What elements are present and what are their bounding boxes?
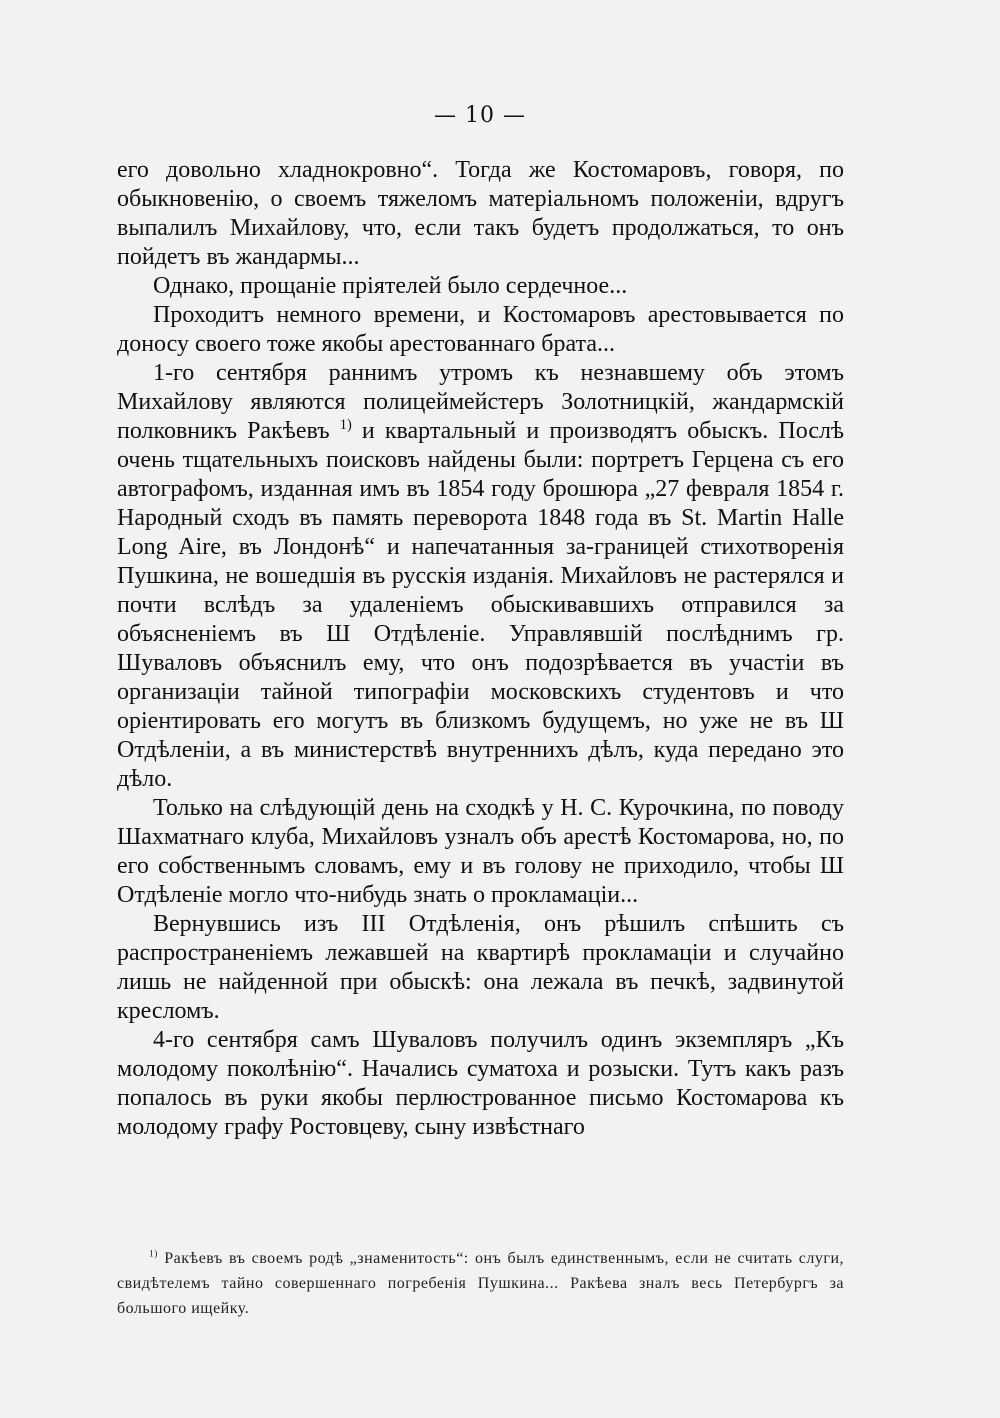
page-number: — 10 — [434,103,526,128]
footnote-body: Ракѣевъ въ своемъ родѣ „знаменитость“: онъ былъ единственнымъ, если не считать слуги, свидѣтелемъ тайно совершеннаго погребенія Пушкина... Ракѣева зналъ весь Петербургъ за большого ищейку. [117,1250,844,1317]
paragraph: 4-го сентября самъ Шуваловъ получилъ одинъ экземпляръ „Къ молодому поколѣнію“. Начались суматоха и розыски. Тутъ какъ разъ попалось въ руки якобы перлюстрованное письмо Костомарова къ молодому графу Ростовцеву, сыну извѣстнаго [117,1027,844,1140]
footnote-mark: 1) [149,1248,158,1260]
paragraph-text: 1-го сентября раннимъ утромъ къ незнавшему объ этомъ Михайлову являются полицеймейстеръ Золотницкій, жандармскій полковникъ Ракѣевъ [117,360,844,444]
paragraph: его довольно хладнокровно“. Тогда же Костомаровъ, говоря, по обыкновенію, о своемъ тяжеломъ матеріальномъ положеніи, вдругъ выпалилъ Михайлову, что, если такъ будетъ продолжаться, то онъ пойдетъ въ жандармы... [117,157,844,270]
main-text [117,156,844,1142]
paragraph: Только на слѣдующій день на сходкѣ у Н. С. Курочкина, по поводу Шахматнаго клуба, Михайловъ узналъ объ арестѣ Костомарова, но, по его собственнымъ словамъ, ему и въ голову не приходило, чтобы Ш Отдѣленіе могло что-нибудь знать о прокламаціи... [117,795,844,908]
footnote-reference: 1) [339,417,352,433]
paragraph: Вернувшись изъ III Отдѣленія, онъ рѣшилъ спѣшить съ распространеніемъ лежавшей на квартирѣ прокламаціи и случайно лишь не найденной при обыскѣ: она лежала въ печкѣ, задвинутой кресломъ. [117,911,844,1024]
footnote-text [117,1246,844,1321]
paragraph: Проходитъ немного времени, и Костомаровъ арестовывается по доносу своего тоже якобы арестованнаго брата... [117,302,844,357]
footnote [117,1246,844,1321]
paragraph: Однако, прощаніе пріятелей было сердечное... [153,273,628,299]
paragraph [117,359,844,794]
paragraph-text: и квартальный и производятъ обыскъ. Послѣ очень тщательныхъ поисковъ найдены были: портретъ Герцена съ его автографомъ, изданная имъ въ 1854 году брошюра „27 февраля 1854 г. Народный сходъ въ память переворота 1848 года въ St. Martin Halle Long Aire, въ Лондонѣ“ и напечатанныя за-границей стихотворенія Пушкина, не вошедшія въ русскія изданія. Михайловъ не растерялся и почти вслѣдъ за удаленіемъ обыскивавшихъ отправился за объясненіемъ въ Ш Отдѣленіе. Управлявшій послѣднимъ гр. Шуваловъ объяснилъ ему, что онъ подозрѣвается въ участіи въ организаціи тайной типографіи московскихъ студентовъ и что оріентировать его могутъ въ близкомъ будущемъ, но уже не въ Ш Отдѣленіи, а въ министерствѣ внутреннихъ дѣлъ, куда передано это дѣло. [117,418,844,792]
